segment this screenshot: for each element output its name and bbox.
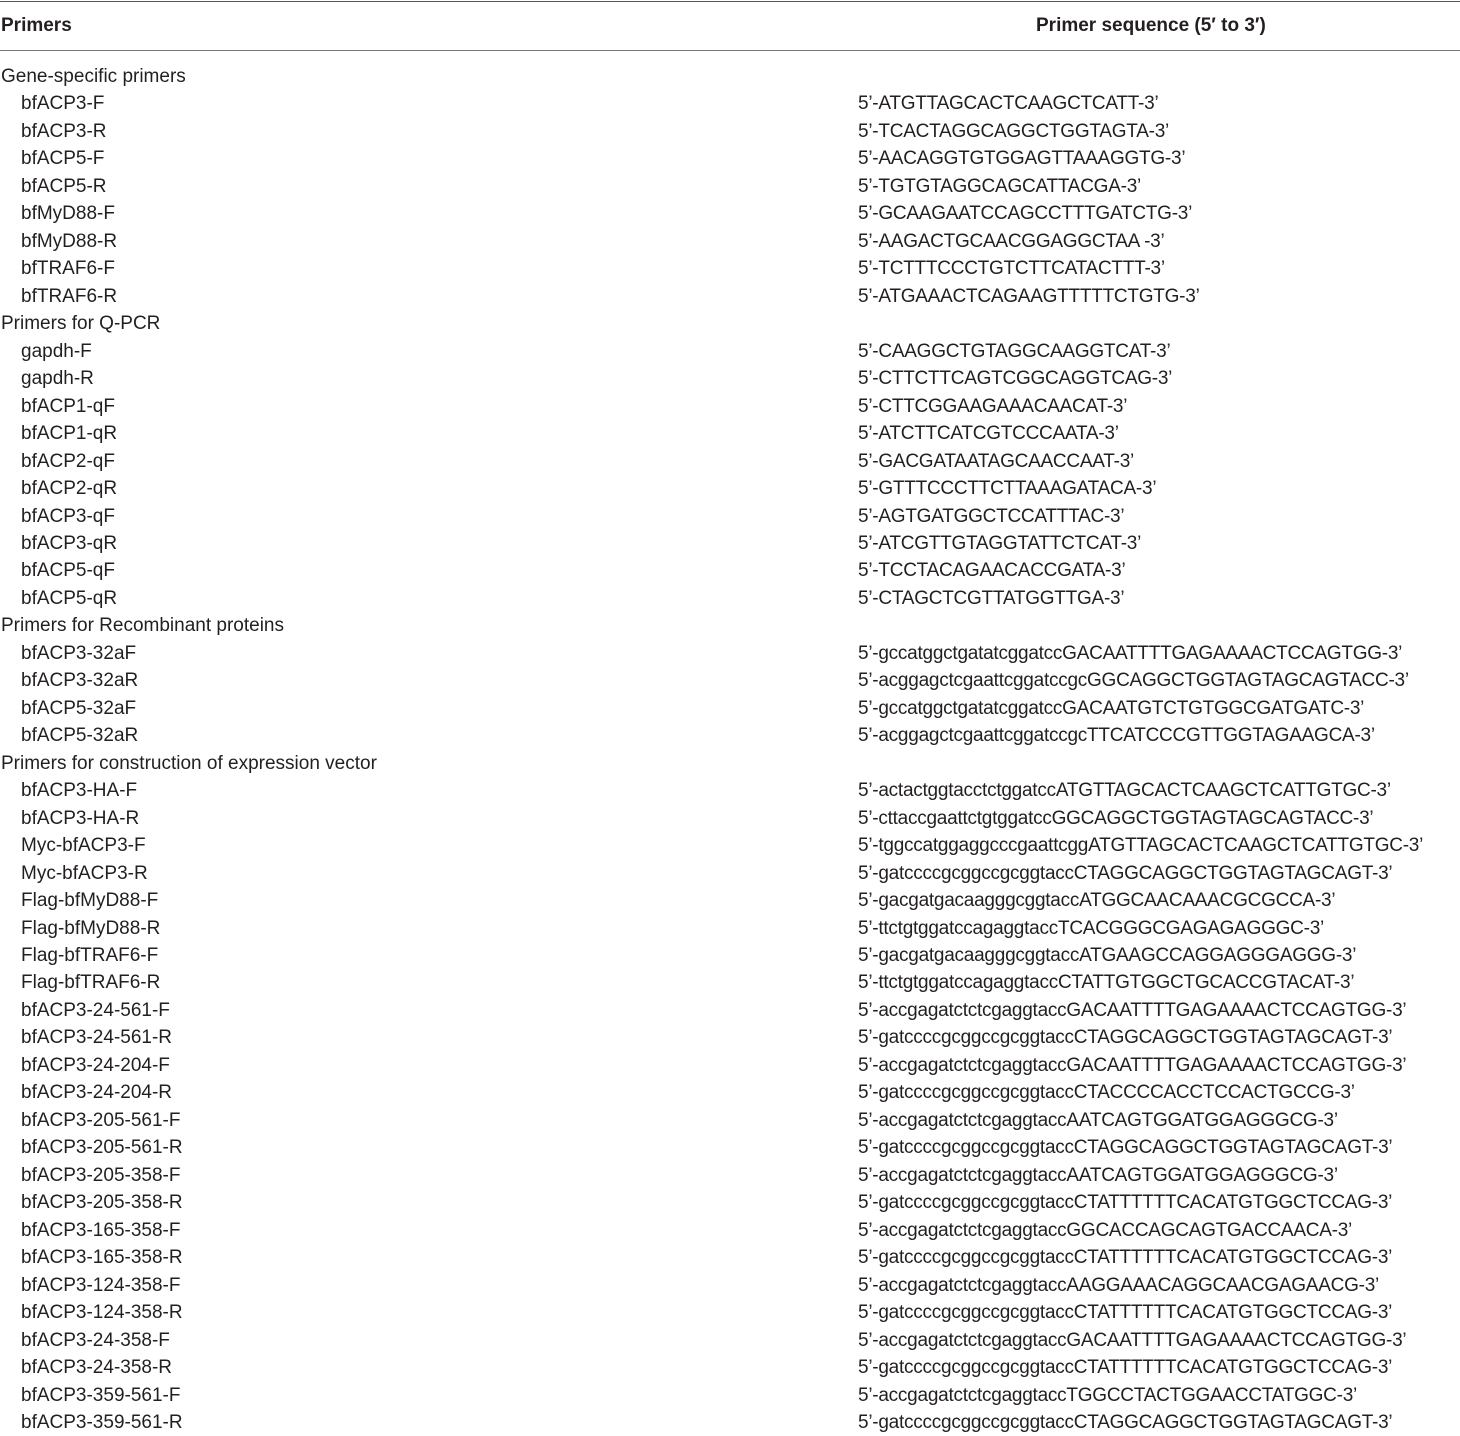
primer-name: gapdh-R [21, 368, 94, 390]
primer-sequence: 5’-ATGTTAGCACTCAAGCTCATT-3’ [858, 93, 1159, 115]
primer-name: bfACP3-32aF [21, 642, 137, 664]
primer-name: bfACP3-HA-F [21, 780, 138, 802]
primer-name: bfACP5-F [21, 148, 105, 170]
table-row [0, 832, 1460, 859]
primer-name: bfACP1-qF [21, 395, 115, 417]
primer-name: bfACP3-32aR [21, 670, 139, 692]
table-row [0, 173, 1460, 200]
primer-name: bfACP3-205-358-F [21, 1164, 181, 1186]
primer-sequence: 5’-ATGAAACTCAGAAGTTTTTCTGTG-3’ [858, 285, 1200, 307]
table-row [0, 1299, 1460, 1326]
primer-sequence: 5’-gacgatgacaagggcggtaccATGGCAACAAACGCGCCA-3’ [858, 890, 1336, 912]
table-row [0, 1244, 1460, 1271]
section-title: Gene-specific primers [1, 66, 186, 87]
primer-sequence: 5’-gatccccgcggccgcggtaccCTATTTTTTCACATGTGGCTCCAG-3’ [858, 1247, 1393, 1269]
primer-name: Myc-bfACP3-F [21, 835, 146, 857]
table-row [0, 283, 1460, 310]
primer-sequence: 5’-acggagctcgaattcggatccgcGGCAGGCTGGTAGTAGCAGTACC-3’ [858, 670, 1409, 692]
primer-sequence: 5’-CAAGGCTGTAGGCAAGGTCAT-3’ [858, 340, 1171, 362]
table-body [0, 63, 1460, 1436]
table-row [0, 1382, 1460, 1409]
primer-sequence: 5’-gacgatgacaagggcggtaccATGAAGCCAGGAGGGAGGG-3’ [858, 945, 1357, 966]
primer-sequence: 5’-accgagatctctcgaggtaccGACAATTTTGAGAAAACTCCAGTGG-3’ [858, 999, 1407, 1021]
primer-name: bfACP3-205-358-R [21, 1192, 183, 1214]
primer-sequence: 5’-CTAGCTCGTTATGGTTGA-3’ [858, 587, 1125, 609]
primer-sequence: 5’-GTTTCCCTTCTTAAAGATACA-3’ [858, 478, 1157, 500]
primer-name: gapdh-F [21, 340, 92, 362]
primer-name: bfACP3-24-561-F [21, 999, 170, 1021]
primer-sequence: 5’-actactggtacctctggatccATGTTAGCACTCAAGCTCATTGTGC-3’ [858, 780, 1391, 802]
table-header [0, 0, 1460, 50]
table-row [0, 695, 1460, 722]
primer-name: bfTRAF6-F [21, 258, 115, 280]
primer-sequence: 5’-accgagatctctcgaggtaccAATCAGTGGATGGAGGGCG-3’ [858, 1164, 1338, 1186]
section-title: Primers for Recombinant proteins [1, 615, 284, 637]
primer-name: bfACP5-qF [21, 560, 115, 582]
primer-sequence: 5’-AACAGGTGTGGAGTTAAAGGTG-3’ [858, 148, 1186, 170]
table-row [0, 1409, 1460, 1436]
primer-name: bfACP3-124-358-R [21, 1302, 183, 1324]
table-row [0, 969, 1460, 996]
primer-name: bfACP3-359-561-F [21, 1384, 181, 1406]
table-row [0, 1024, 1460, 1051]
table-row [0, 90, 1460, 117]
primer-name: bfACP3-24-358-F [21, 1329, 170, 1351]
table-row [0, 365, 1460, 392]
table-row [0, 255, 1460, 282]
table-row [0, 722, 1460, 749]
table-row [0, 1272, 1460, 1299]
primer-name: bfACP2-qF [21, 450, 115, 472]
primer-name: bfACP5-R [21, 175, 107, 197]
primer-sequence: 5’-gatccccgcggccgcggtaccCTATTTTTTCACATGTGGCTCCAG-3’ [858, 1357, 1393, 1379]
primer-name: bfACP3-24-204-F [21, 1054, 170, 1076]
primer-name: bfACP3-qR [21, 532, 118, 554]
table-row [0, 860, 1460, 887]
primer-sequence: 5’-TGTGTAGGCAGCATTACGA-3’ [858, 175, 1141, 197]
primer-name: bfTRAF6-R [21, 285, 118, 307]
primer-name: bfACP5-32aF [21, 697, 137, 719]
primer-name: bfACP3-205-561-R [21, 1137, 183, 1159]
primer-sequence: 5’-TCCTACAGAACACCGATA-3’ [858, 560, 1126, 582]
primer-sequence: 5’-gatccccgcggccgcggtaccCTAGGCAGGCTGGTAGTAGCAGT-3’ [858, 862, 1393, 884]
primer-name: bfACP3-F [21, 93, 105, 115]
table-row [0, 557, 1460, 584]
table-row [0, 448, 1460, 475]
primer-name: Flag-bfTRAF6-F [21, 945, 159, 966]
primer-sequence: 5’-ATCGTTGTAGGTATTCTCAT-3’ [858, 532, 1142, 554]
table-row [0, 805, 1460, 832]
table-row [0, 777, 1460, 804]
table-row [0, 1217, 1460, 1244]
table-row [0, 640, 1460, 667]
table-row [0, 1052, 1460, 1079]
primer-name: Flag-bfMyD88-F [21, 890, 159, 912]
primer-sequence: 5’-accgagatctctcgaggtaccAATCAGTGGATGGAGGGCG-3’ [858, 1109, 1338, 1131]
table-row [0, 1079, 1460, 1106]
table-row [0, 1354, 1460, 1381]
primer-sequence: 5’-accgagatctctcgaggtaccAAGGAAACAGGCAACGAGAACG-3’ [858, 1274, 1380, 1296]
table-row [0, 228, 1460, 255]
table-row [0, 338, 1460, 365]
primer-sequence: 5’-gatccccgcggccgcggtaccCTAGGCAGGCTGGTAGTAGCAGT-3’ [858, 1137, 1393, 1159]
table-row [0, 145, 1460, 172]
table-row [0, 118, 1460, 145]
primer-sequence: 5’-AAGACTGCAACGGAGGCTAA -3’ [858, 230, 1165, 252]
primer-sequence: 5’-cttaccgaattctgtggatccGGCAGGCTGGTAGTAGCAGTACC-3’ [858, 807, 1374, 829]
section-row [0, 310, 1460, 337]
section-title: Primers for construction of expression vector [1, 752, 377, 774]
table-row [0, 1107, 1460, 1134]
primer-name: bfACP3-165-358-R [21, 1247, 183, 1269]
table-row [0, 1327, 1460, 1354]
table-row [0, 915, 1460, 942]
primer-name: bfMyD88-R [21, 230, 118, 252]
primer-name: bfACP3-165-358-F [21, 1219, 181, 1241]
table-row [0, 997, 1460, 1024]
primer-sequence: 5’-TCACTAGGCAGGCTGGTAGTA-3’ [858, 120, 1169, 142]
primer-name: bfACP5-32aR [21, 725, 139, 747]
primer-name: Myc-bfACP3-R [21, 862, 148, 884]
primer-name: bfACP3-R [21, 120, 107, 142]
table-row [0, 420, 1460, 447]
section-row [0, 63, 1460, 90]
table-row [0, 393, 1460, 420]
primer-sequence: 5’-gccatggctgatatcggatccGACAATTTTGAGAAAACTCCAGTGG-3’ [858, 642, 1403, 664]
table-row [0, 530, 1460, 557]
primer-name: bfACP3-24-204-R [21, 1082, 173, 1104]
primer-sequence: 5’-accgagatctctcgaggtaccGACAATTTTGAGAAAACTCCAGTGG-3’ [858, 1054, 1407, 1076]
primer-sequence: 5’-gccatggctgatatcggatccGACAATGTCTGTGGCGATGATC-3’ [858, 697, 1365, 719]
table-row [0, 1162, 1460, 1189]
primer-name: bfACP3-qF [21, 505, 115, 527]
primer-sequence: 5’-GACGATAATAGCAACCAAT-3’ [858, 450, 1134, 472]
primer-name: bfACP3-124-358-F [21, 1274, 181, 1296]
table-header-rule [0, 50, 1460, 51]
primer-sequence: 5’-ttctgtggatccagaggtaccTCACGGGCGAGAGAGGGC-3’ [858, 917, 1325, 939]
primer-sequence: 5’-accgagatctctcgaggtaccTGGCCTACTGGAACCTATGGC-3’ [858, 1384, 1358, 1406]
primer-sequence: 5’-accgagatctctcgaggtaccGGCACCAGCAGTGACCAACA-3’ [858, 1219, 1353, 1241]
primer-sequence: 5’-AGTGATGGCTCCATTTAC-3’ [858, 505, 1125, 527]
section-title: Primers for Q-PCR [1, 313, 161, 335]
section-row [0, 750, 1460, 777]
primer-sequence: 5’-gatccccgcggccgcggtaccCTACCCCACCTCCACTGCCG-3’ [858, 1082, 1355, 1104]
table-row [0, 1189, 1460, 1216]
primer-sequence: 5’-gatccccgcggccgcggtaccCTATTTTTTCACATGTGGCTCCAG-3’ [858, 1302, 1393, 1324]
primer-name: Flag-bfTRAF6-R [21, 972, 161, 994]
primer-name: bfACP1-qR [21, 423, 118, 445]
table-row [0, 667, 1460, 694]
primer-sequence: 5’-CTTCTTCAGTCGGCAGGTCAG-3’ [858, 368, 1173, 390]
primer-sequence: 5’-GCAAGAATCCAGCCTTTGATCTG-3’ [858, 203, 1193, 225]
table-row [0, 475, 1460, 502]
primer-name: bfACP3-24-358-R [21, 1357, 173, 1379]
table-row [0, 200, 1460, 227]
primer-name: bfACP2-qR [21, 478, 118, 500]
primer-sequence: 5’-ATCTTCATCGTCCCAATA-3’ [858, 423, 1119, 445]
primer-name: bfMyD88-F [21, 203, 115, 225]
primer-sequence: 5’-gatccccgcggccgcggtaccCTAGGCAGGCTGGTAGTAGCAGT-3’ [858, 1027, 1393, 1049]
primer-sequence: 5’-CTTCGGAAGAAACAACAT-3’ [858, 395, 1128, 417]
primer-name: bfACP3-359-561-R [21, 1411, 183, 1433]
table-row [0, 585, 1460, 612]
primer-name: Flag-bfMyD88-R [21, 917, 161, 939]
section-row [0, 612, 1460, 639]
primer-name: bfACP3-205-561-F [21, 1109, 181, 1131]
primer-name: bfACP3-24-561-R [21, 1027, 173, 1049]
primer-sequence: 5’-gatccccgcggccgcggtaccCTATTTTTTCACATGTGGCTCCAG-3’ [858, 1192, 1393, 1214]
primer-sequence: 5’-ttctgtggatccagaggtaccCTATTGTGGCTGCACCGTACAT-3’ [858, 972, 1355, 994]
primer-name: bfACP5-qR [21, 587, 118, 609]
primer-sequence: 5’-acggagctcgaattcggatccgcTTCATCCCGTTGGTAGAAGCA-3’ [858, 725, 1375, 747]
primer-sequence: 5’-gatccccgcggccgcggtaccCTAGGCAGGCTGGTAGTAGCAGT-3’ [858, 1411, 1393, 1433]
table-row [0, 1134, 1460, 1161]
header-primers: Primers [1, 15, 72, 36]
primer-name: bfACP3-HA-R [21, 807, 140, 829]
header-primer-sequence: Primer sequence (5′ to 3′) [1036, 15, 1266, 36]
table-row [0, 503, 1460, 530]
primer-sequence: 5’-accgagatctctcgaggtaccGACAATTTTGAGAAAACTCCAGTGG-3’ [858, 1329, 1407, 1351]
table-row [0, 887, 1460, 914]
primer-sequence: 5’-TCTTTCCCTGTCTTCATACTTT-3’ [858, 258, 1165, 280]
primer-sequence: 5’-tggccatggaggcccgaattcggATGTTAGCACTCAAGCTCATTGTGC-3’ [858, 835, 1424, 857]
table-row [0, 942, 1460, 969]
